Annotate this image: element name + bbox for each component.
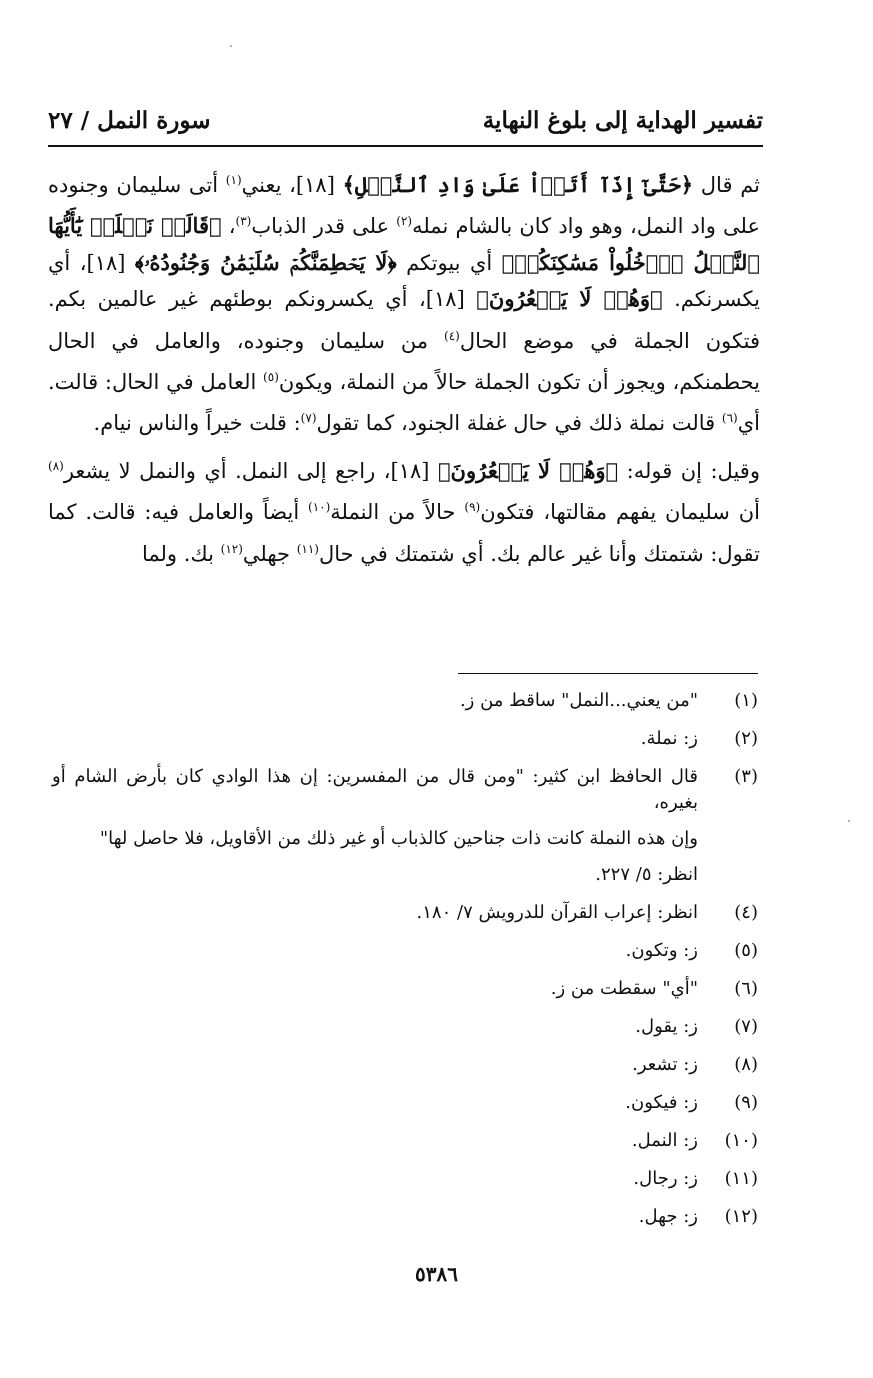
footnote-text <box>52 764 698 888</box>
footnote-line: قال الحافظ ابن كثير: "ومن قال من المفسرين: إن هذا الوادي كان بأرض الشام أو بغيره، <box>52 766 698 813</box>
surah-reference: سورة النمل / ٢٧ <box>48 106 211 134</box>
footnote-number: (٣) <box>734 766 758 787</box>
footnote-number: (٤) <box>734 902 758 923</box>
footnote-line: انظر: ٥/ ٢٢٧. <box>595 864 698 885</box>
text-run: [١٨]، راجع إلى النمل. أي والنمل لا يشعر <box>63 458 438 483</box>
footnote <box>52 938 758 964</box>
text-run: حالاً من النملة <box>330 500 465 525</box>
footnote-text <box>52 1166 698 1192</box>
footnote-number: (٨) <box>734 1054 758 1075</box>
footnote <box>52 1166 758 1192</box>
text-run: وقيل: إن قوله: <box>618 458 760 483</box>
text-run: [١٨]، يعني <box>241 173 343 197</box>
text-run: العامل في الحال: قالت. أي <box>48 370 760 436</box>
footnote-marker: (١٢) <box>220 541 243 556</box>
footnote-text <box>52 1204 698 1230</box>
footnote <box>52 764 758 888</box>
paragraph <box>48 162 760 442</box>
footnote-text <box>52 938 698 964</box>
footnote-number: (١٠) <box>724 1130 758 1151</box>
text-run: : قلت خيراً والناس نيام. <box>93 411 301 436</box>
footnote-marker: (٩) <box>464 500 481 515</box>
text-run: أن سليمان يفهم مقالتها، فتكون <box>480 500 760 525</box>
text-run: أتى سليمان وجنوده على واد النمل، وهو واد كان بالشام نمله <box>48 173 761 239</box>
footnote-line: ز: يقول. <box>635 1016 698 1037</box>
text-run: على قدر الذباب <box>251 214 397 239</box>
quran-quote: ﴿لَا يَحۡطِمَنَّكُمۡ سُلَيۡمَٰنُ وَجُنُودُهُۥ﴾ <box>134 249 397 275</box>
text-run: قالت نملة ذلك في حال غفلة الجنود، كما تقول <box>316 411 722 436</box>
footnote-number: (٦) <box>734 978 758 999</box>
footnote-line: وإن هذه النملة كانت ذات جناحين كالذباب أو غير ذلك من الأقاويل، فلا حاصل لها" <box>99 828 698 849</box>
footnote-line: ز: وتكون. <box>625 940 698 961</box>
footnote-text <box>52 1014 698 1040</box>
footnotes-section <box>52 688 758 1242</box>
footnote-marker: (٥) <box>263 370 279 385</box>
text-run: ، <box>221 214 236 239</box>
paragraph <box>48 448 760 572</box>
quran-quote: ﴿وَهُمۡ لَا يَشۡعُرُونَ﴾ <box>437 457 619 483</box>
footnote-marker: (٧) <box>300 411 317 426</box>
footnote <box>52 1014 758 1040</box>
footnote <box>52 1090 758 1116</box>
footnote-marker: (٨) <box>48 458 64 473</box>
footnote-marker: (١٠) <box>308 500 331 515</box>
footnote-marker: (١) <box>225 173 242 187</box>
text-run: [١٨]، أي يكسرونكم بوطئهم غير عالمين بكم. فتكون الجملة في موضع الحال <box>48 287 760 353</box>
book-title: تفسير الهداية إلى بلوغ النهاية <box>482 106 763 134</box>
footnote <box>52 1128 758 1154</box>
footnote-line: ز: جهل. <box>638 1206 698 1227</box>
page-number: ٥٣٨٦ <box>415 1262 458 1286</box>
footnote <box>52 1204 758 1230</box>
footnote <box>52 688 758 714</box>
footnote-marker: (٦) <box>721 411 738 426</box>
scan-speck <box>230 45 232 47</box>
text-run: من سليمان وجنوده، والعامل في الحال يحطمنكم، ويجوز أن تكون الجملة حالاً من النملة، ويكون <box>48 328 760 395</box>
text-run: ثم قال <box>693 173 761 197</box>
quran-quote: ﴿قَالَتۡ نَمۡلَةٞ يَٰٓأَيُّهَا ٱلنَّمۡلُ ٱدۡخُلُواْ مَسَٰكِنَكُمۡ﴾ <box>48 213 761 275</box>
footnote-text <box>52 1128 698 1154</box>
footnote-marker: (٤) <box>444 328 460 343</box>
footnote-marker: (٢) <box>396 214 413 229</box>
footnote-line: ز: تشعر. <box>632 1054 698 1075</box>
footnote-number: (٢) <box>734 728 758 749</box>
footnote-number: (١٢) <box>724 1206 758 1227</box>
footnote-line: "من يعني...النمل" ساقط من ز. <box>459 690 698 711</box>
text-run: [١٨]، أي يكسرنكم. <box>48 250 760 312</box>
text-run: بك. ولما <box>141 541 221 566</box>
text-run: جهلي <box>242 541 297 566</box>
running-header <box>48 100 763 140</box>
footnote-line: ز: نملة. <box>640 728 698 749</box>
footnote-line: "أي" سقطت من ز. <box>550 978 698 999</box>
footnote-line: انظر: إعراب القرآن للدرويش ٧/ ١٨٠. <box>416 902 698 923</box>
footnote-line: ز: فيكون. <box>625 1092 698 1113</box>
scan-speck <box>848 820 850 822</box>
footnote-number: (٩) <box>734 1092 758 1113</box>
footnote-marker: (٣) <box>235 214 252 229</box>
footnote <box>52 726 758 752</box>
footnote <box>52 1052 758 1078</box>
footnote-text <box>52 726 698 752</box>
quran-quote: ﴿حَتَّىٰٓ إِذَآ أَتَوۡاْ عَلَىٰ وَادِ ٱلنَّمۡلِ﴾ <box>342 172 694 197</box>
footnote-line: ز: رجال. <box>633 1168 698 1189</box>
footnote-text <box>52 900 698 926</box>
footnote-text <box>52 976 698 1002</box>
header-divider <box>48 145 763 147</box>
footnote-number: (٧) <box>734 1016 758 1037</box>
main-text <box>48 162 760 572</box>
footnote-marker: (١١) <box>296 541 319 556</box>
quran-quote: ﴿وَهُمۡ لَا يَشۡعُرُونَ﴾ <box>476 286 663 312</box>
footnote <box>52 976 758 1002</box>
footnote-text <box>52 1052 698 1078</box>
footnote-text <box>52 1090 698 1116</box>
footnote-divider <box>458 673 758 674</box>
footnote-number: (٥) <box>734 940 758 961</box>
footnote-number: (١١) <box>724 1168 758 1189</box>
text-run: أي بيوتكم <box>396 250 502 275</box>
footnote-number: (١) <box>734 690 758 711</box>
footnote-text <box>52 688 698 714</box>
footnote <box>52 900 758 926</box>
footnote-line: ز: النمل. <box>631 1130 698 1151</box>
text-run: أيضاً والعامل فيه: قالت. كما تقول: شتمتك وأنا غير عالم بك. أي شتمتك في حال <box>48 500 760 566</box>
